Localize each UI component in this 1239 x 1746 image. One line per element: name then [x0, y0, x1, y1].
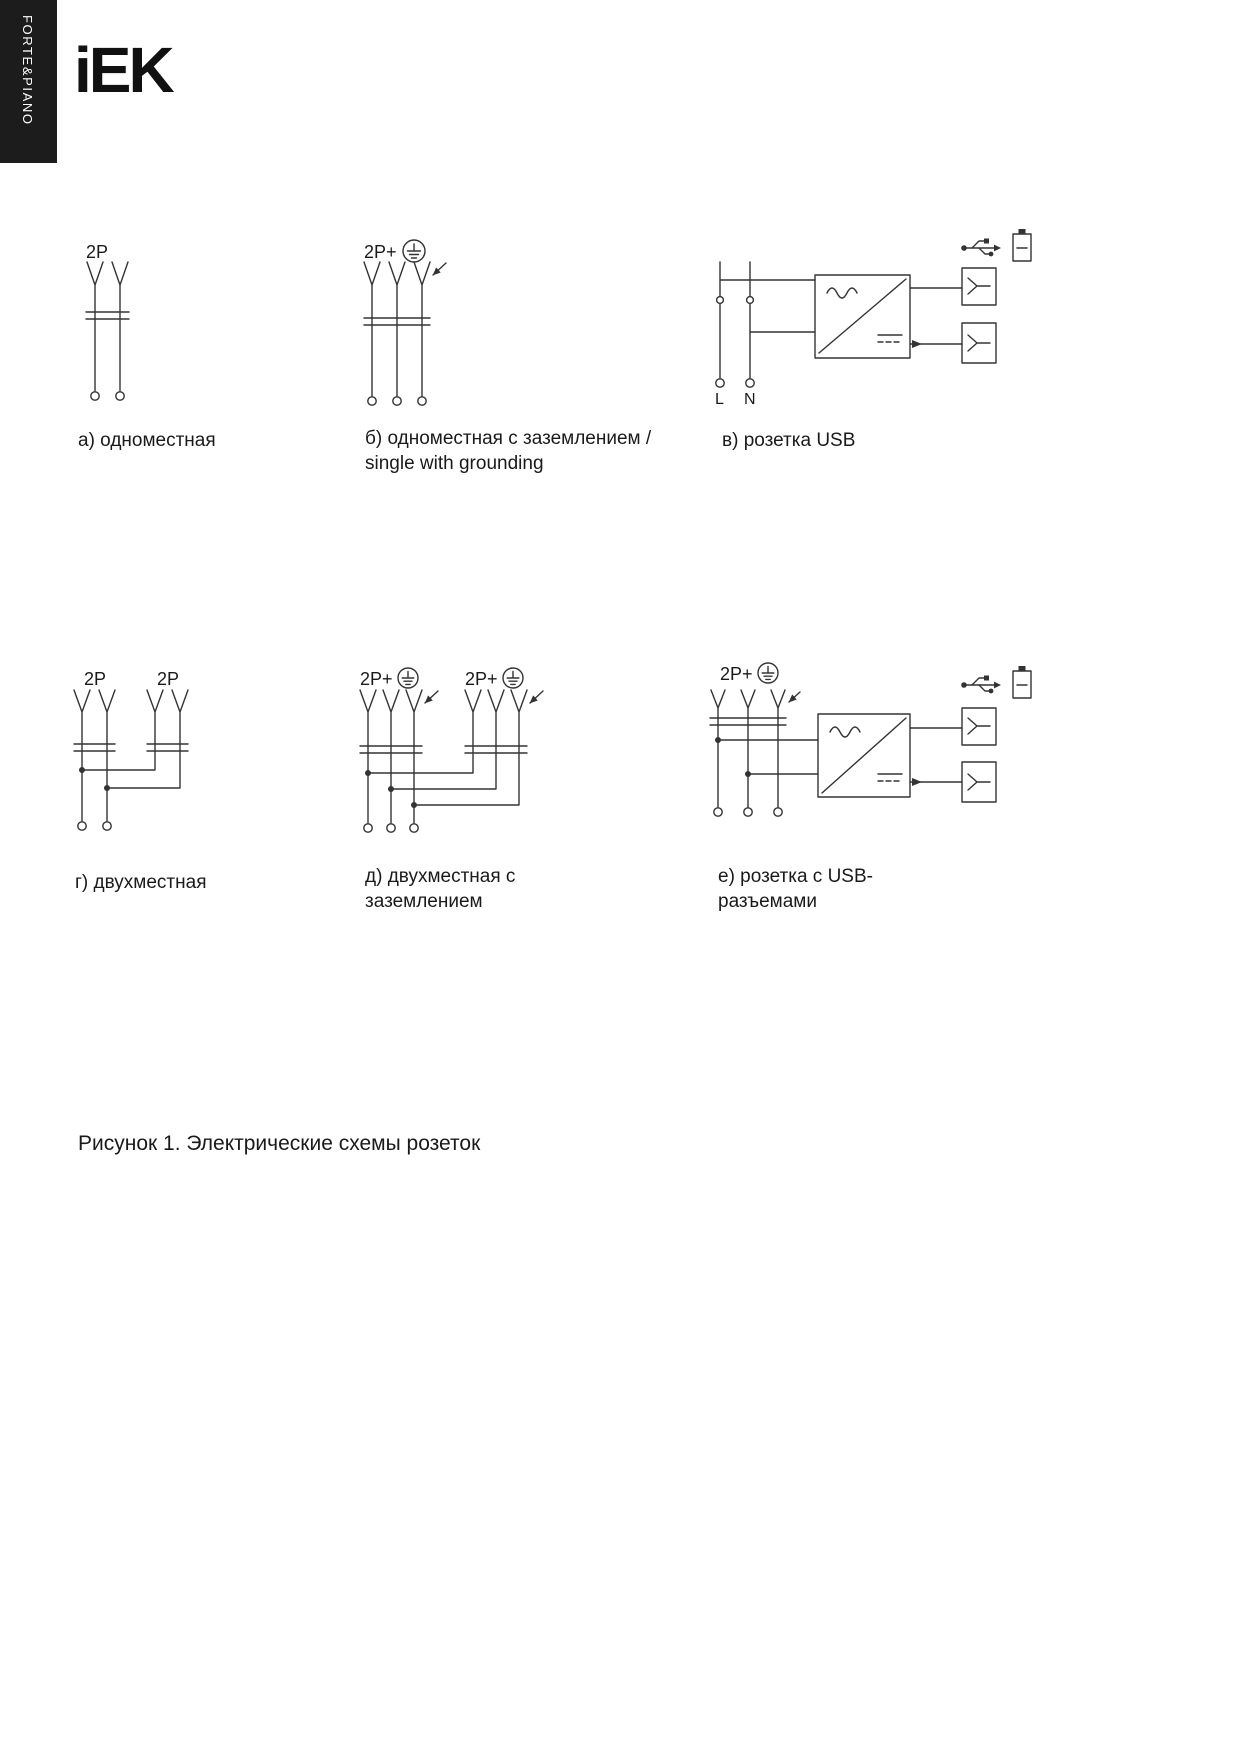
ground-icon — [398, 668, 418, 688]
terminal — [717, 297, 724, 304]
diagram-usb-socket — [700, 218, 1045, 418]
diagram-single-socket — [60, 228, 240, 413]
pole-line — [107, 690, 188, 788]
terminal — [78, 822, 86, 830]
pole-line — [368, 690, 481, 773]
junction-dot — [104, 785, 110, 791]
neutral-label: N — [744, 391, 756, 408]
caption-e-line2: разъемами — [718, 891, 817, 912]
pole-line — [364, 262, 380, 396]
pole-line — [99, 690, 115, 821]
pole-label: 2P — [86, 242, 109, 262]
junction-dot — [388, 786, 394, 792]
usb-fork-icon — [968, 335, 990, 351]
ground-line — [771, 690, 785, 807]
output-wires — [910, 288, 962, 344]
junction-dot — [365, 770, 371, 776]
pole-line — [383, 690, 399, 823]
battery-icon — [1013, 666, 1031, 698]
diagram-single-socket-grounded — [350, 228, 490, 420]
pole-line — [711, 690, 725, 807]
caption-d-line2: заземлением — [365, 891, 483, 912]
pole-label: 2P+ — [364, 242, 397, 262]
supply-lines — [715, 262, 815, 408]
usb-icon — [961, 676, 1001, 694]
caption-v: в) розетка USB — [722, 430, 856, 451]
pole-line — [360, 690, 376, 823]
pole-label: 2P — [157, 669, 180, 689]
pole-label: 2P — [84, 669, 107, 689]
terminal — [714, 808, 722, 816]
junction-dot — [79, 767, 85, 773]
usb-icon — [961, 239, 1001, 257]
terminal — [744, 808, 752, 816]
socket-symbol — [364, 262, 446, 405]
pole-line — [87, 262, 103, 391]
terminal — [116, 392, 124, 400]
pole-label: 2P+ — [360, 669, 393, 689]
diagram-double-socket — [58, 658, 248, 853]
usb-fork-icon — [968, 718, 990, 734]
socket-symbol-2 — [82, 690, 188, 788]
caption-g: г) двухместная — [75, 872, 207, 893]
terminal — [103, 822, 111, 830]
terminal — [747, 297, 754, 304]
ground-arrow-icon — [789, 692, 800, 702]
pole-line — [112, 262, 128, 391]
caption-a: а) одноместная — [78, 430, 216, 451]
converter-feed — [715, 737, 818, 777]
pole-line — [74, 690, 90, 821]
terminal — [746, 379, 754, 387]
battery-icon — [1013, 229, 1031, 261]
terminal — [410, 824, 418, 832]
series-banner-label: FORTE&PIANO — [20, 15, 35, 126]
contact-bars — [147, 744, 188, 751]
caption-b-line1: б) одноместная с заземлением / — [365, 428, 652, 449]
flow-arrow-icon — [912, 778, 922, 786]
terminal — [387, 824, 395, 832]
terminal — [774, 808, 782, 816]
socket-symbol — [86, 262, 129, 400]
line-label: L — [715, 391, 724, 408]
figure-caption: Рисунок 1. Электрические схемы розеток — [78, 1132, 481, 1155]
ground-line — [414, 690, 527, 805]
terminal — [393, 397, 401, 405]
contact-bars — [86, 312, 129, 319]
pole-line — [82, 690, 163, 770]
contact-bars — [74, 744, 115, 751]
socket-symbol — [710, 690, 800, 816]
caption-d-line1: д) двухместная с — [365, 866, 516, 887]
terminal — [716, 379, 724, 387]
ground-icon — [403, 240, 425, 262]
pole-line — [389, 262, 405, 396]
caption-b-line2: single with grounding — [365, 453, 544, 474]
flow-arrow-icon — [912, 340, 922, 348]
output-wires — [910, 728, 962, 782]
ground-icon — [503, 668, 523, 688]
converter-box — [818, 714, 910, 797]
iek-logo: iEK — [74, 34, 172, 106]
usb-fork-icon — [968, 774, 990, 790]
caption-e-line1: е) розетка с USB- — [718, 866, 873, 887]
usb-outputs — [910, 268, 996, 363]
series-banner — [0, 0, 57, 163]
diagram-double-socket-grounded — [348, 658, 563, 858]
pole-line — [741, 690, 755, 807]
socket-symbol-1 — [360, 690, 438, 823]
terminal — [364, 824, 372, 832]
diagram-usb-socket-grounded — [700, 652, 1045, 852]
ground-arrow-icon — [433, 263, 446, 275]
pole-label: 2P+ — [720, 664, 753, 684]
pole-label: 2P+ — [465, 669, 498, 689]
converter-box — [815, 275, 910, 358]
junction-dot — [411, 802, 417, 808]
caption-e — [718, 864, 873, 914]
pole-line — [391, 690, 504, 789]
socket-symbol-2 — [368, 690, 543, 805]
ground-arrow-icon — [425, 691, 438, 703]
caption-d — [365, 864, 515, 914]
ground-line — [414, 262, 430, 396]
socket-symbol-1 — [74, 690, 115, 821]
usb-fork-icon — [968, 278, 990, 294]
ground-icon — [758, 663, 778, 683]
caption-b — [365, 426, 651, 476]
ac-sine-icon — [830, 727, 860, 737]
terminal — [418, 397, 426, 405]
usb-outputs — [910, 708, 996, 802]
terminal — [91, 392, 99, 400]
terminal — [368, 397, 376, 405]
ac-sine-icon — [827, 288, 857, 298]
ground-arrow-icon — [530, 691, 543, 703]
